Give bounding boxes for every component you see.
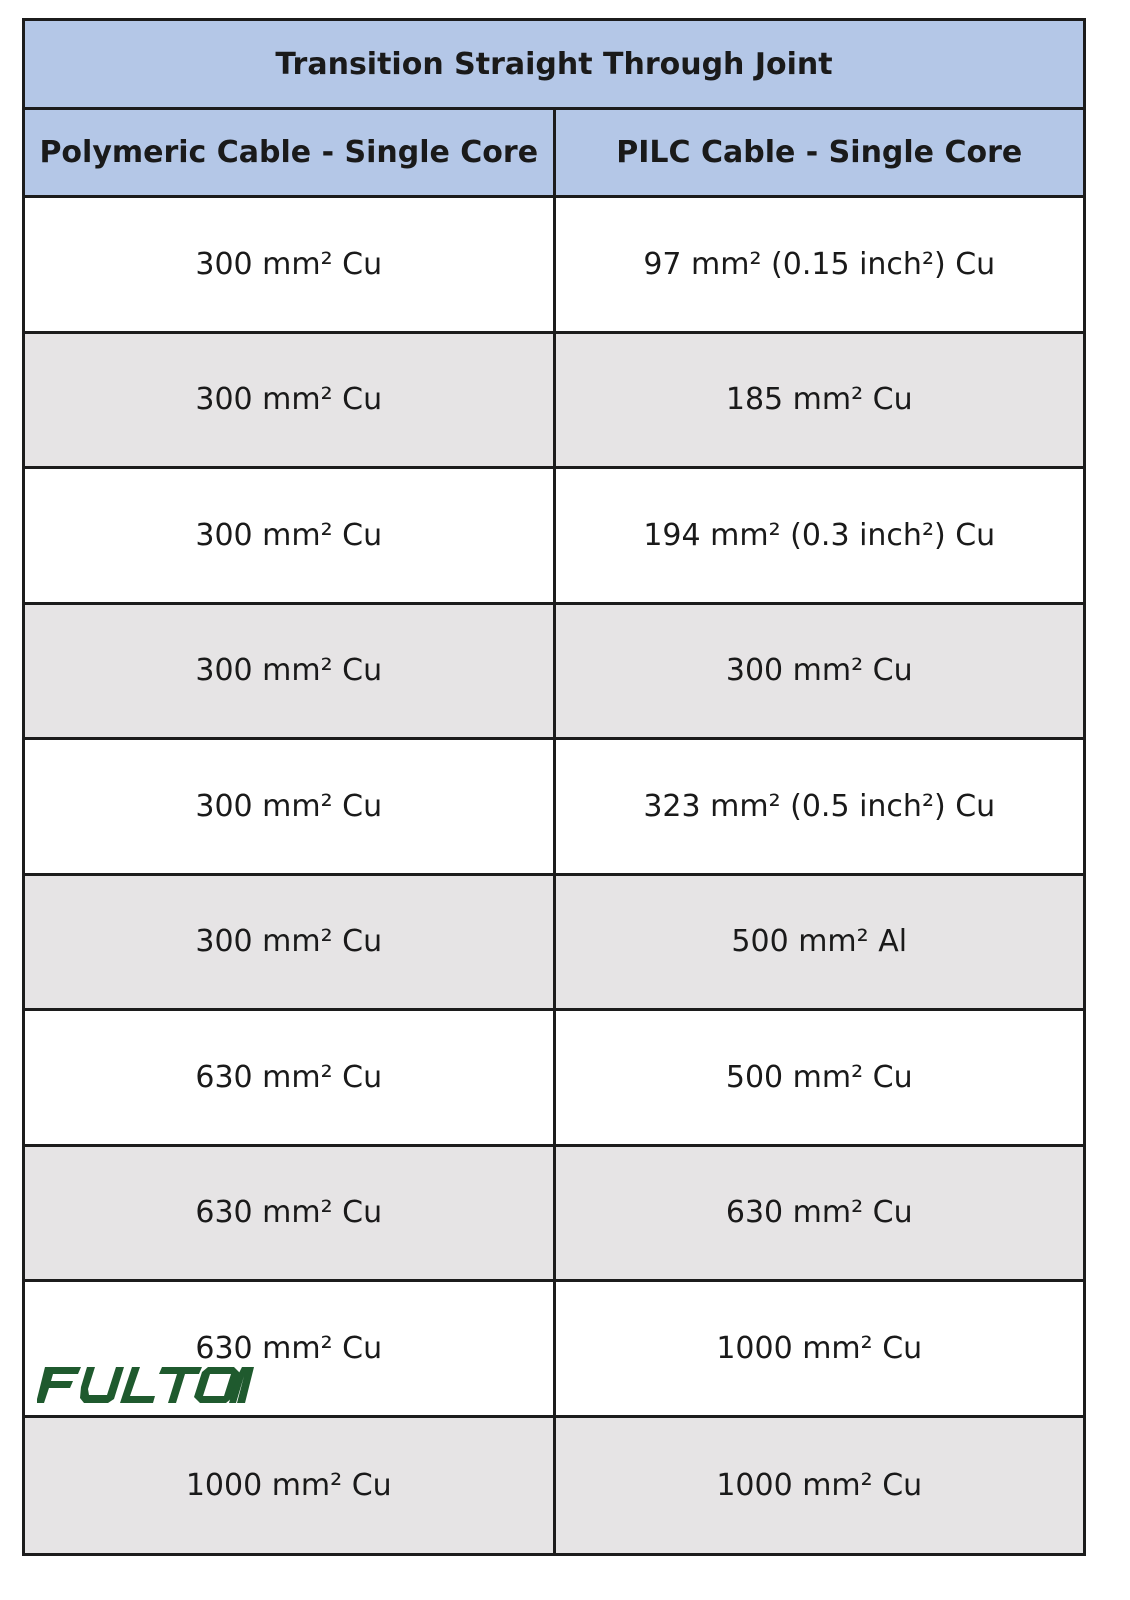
table-row	[25, 740, 1083, 876]
polymeric-cell: 1000 mm² Cu	[185, 1467, 392, 1503]
polymeric-cell: 300 mm² Cu	[195, 246, 383, 282]
table-row	[25, 334, 1083, 470]
pilc-cell: 500 mm² Al	[553, 876, 1084, 1009]
table-row	[25, 1147, 1083, 1283]
table-row	[25, 605, 1083, 741]
pilc-cell: 1000 mm² Cu	[553, 1418, 1084, 1554]
header-pilc-cable: PILC Cable - Single Core	[553, 110, 1084, 195]
pilc-cell: 500 mm² Cu	[553, 1011, 1084, 1144]
table-row	[25, 876, 1083, 1012]
table-row	[25, 1282, 1083, 1418]
pilc-cell: 323 mm² (0.5 inch²) Cu	[553, 740, 1084, 873]
polymeric-cell: 300 mm² Cu	[195, 517, 383, 553]
fulton-logo	[37, 1365, 255, 1405]
table-row	[25, 1418, 1083, 1554]
polymeric-cell: 300 mm² Cu	[195, 924, 383, 960]
pilc-cell: 185 mm² Cu	[553, 334, 1084, 467]
table-row	[25, 1011, 1083, 1147]
table-row	[25, 198, 1083, 334]
pilc-cell: 194 mm² (0.3 inch²) Cu	[553, 469, 1084, 602]
header-polymeric-cable: Polymeric Cable - Single Core	[39, 135, 539, 170]
pilc-cell: 1000 mm² Cu	[553, 1282, 1084, 1415]
polymeric-cell: 630 mm² Cu	[195, 1059, 383, 1095]
table-title: Transition Straight Through Joint	[25, 21, 1083, 110]
cable-joint-table	[22, 18, 1086, 1556]
pilc-cell: 630 mm² Cu	[553, 1147, 1084, 1280]
pilc-cell: 97 mm² (0.15 inch²) Cu	[553, 198, 1084, 331]
polymeric-cell: 300 mm² Cu	[195, 788, 383, 824]
polymeric-cell: 630 mm² Cu	[195, 1195, 383, 1231]
polymeric-cell: 300 mm² Cu	[195, 382, 383, 418]
table-header-row	[25, 110, 1083, 198]
polymeric-cell: 300 mm² Cu	[195, 653, 383, 689]
polymeric-cell: 630 mm² Cu	[195, 1330, 383, 1366]
pilc-cell: 300 mm² Cu	[553, 605, 1084, 738]
table-row	[25, 469, 1083, 605]
